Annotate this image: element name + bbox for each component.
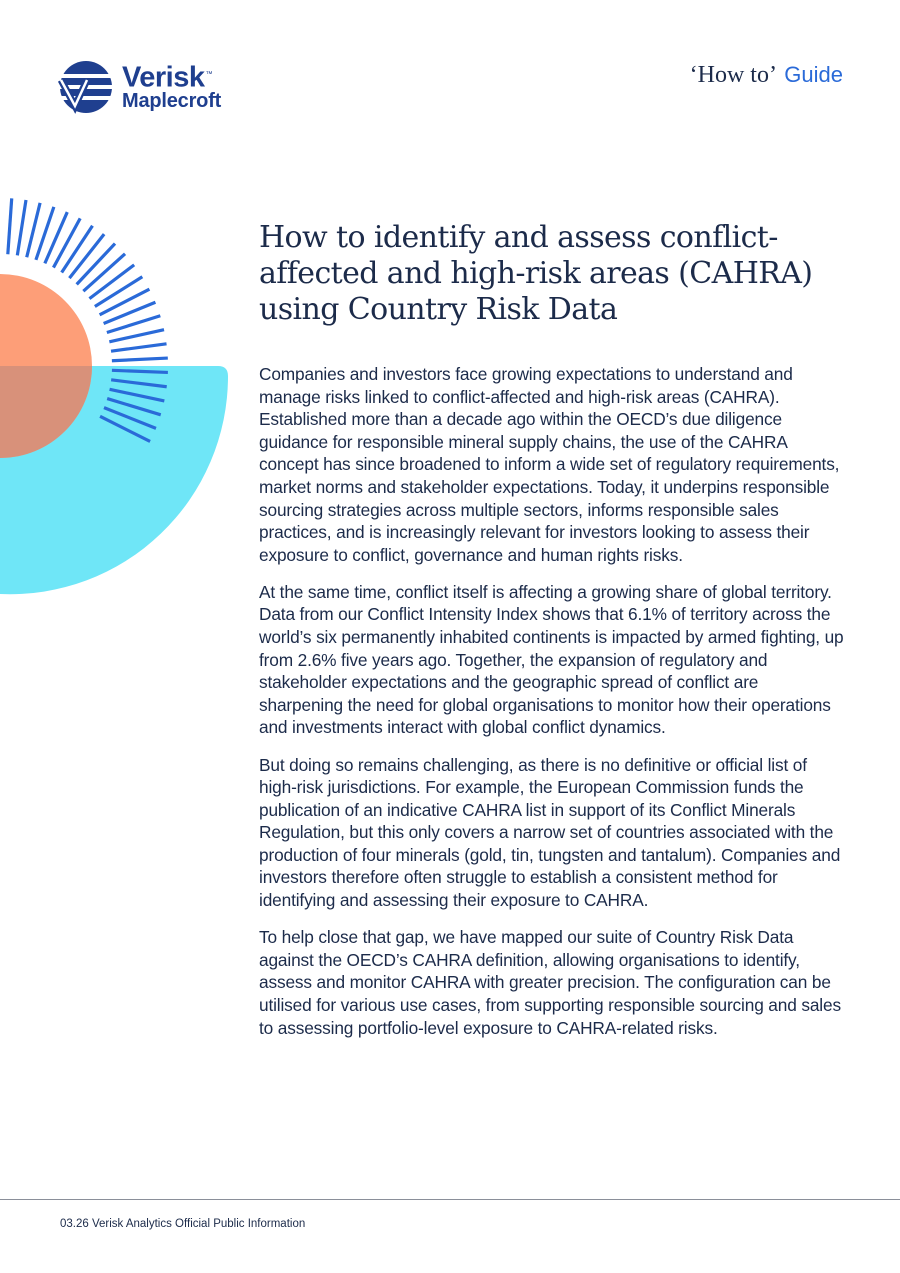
decorative-sun-graphic	[0, 190, 240, 610]
footer-divider	[0, 1199, 900, 1200]
sun-ray	[53, 218, 80, 267]
paragraph-4: To help close that gap, we have mapped our suite of Country Risk Data against the OECD’s CAHRA definition, allowing organisations to identify, assess and monitor CAHRA with greater precision. The configuration can be utilised for various use cases, from supporting responsible sourcing and sales to assessing portfolio-level exposure to CAHRA-related risks.	[259, 927, 841, 1038]
verisk-mark-icon	[58, 59, 116, 115]
paragraph-3: But doing so remains challenging, as there is no definitive or official list of high-risk jurisdictions. For example, the European Commission funds the publication of an indicative CAHRA list in support of its Conflict Minerals Regulation, but this only covers a narrow set of countries associated with the production of four minerals (gold, tin, tungsten and tantalum). Companies and investors therefore often struggle to establish a consistent method for identifying and assessing their exposure to CAHRA.	[259, 754, 841, 911]
body-text	[259, 363, 845, 1054]
footer-text: 03.26 Verisk Analytics Official Public Information	[60, 1218, 306, 1230]
verisk-maplecroft-logo	[58, 59, 258, 117]
guide-tag-how-to: ‘How to’	[689, 62, 777, 88]
guide-type-tag	[690, 62, 843, 89]
logo-wordmark-maplecroft: Maplecroft	[122, 90, 222, 112]
sun-ray	[62, 226, 93, 273]
sun-ray	[17, 200, 26, 255]
sun-ray	[8, 198, 12, 254]
sun-ray	[112, 358, 168, 361]
sun-ray	[112, 370, 168, 372]
sun-ray	[100, 289, 150, 315]
sun-ray	[111, 344, 167, 351]
sun-ray	[95, 277, 142, 307]
sun-ray	[109, 330, 164, 342]
logo-wordmark-verisk: Verisk™	[122, 61, 212, 94]
page-title: How to identify and assess conflict-affected and high-risk areas (CAHRA) using Country Risk Data	[259, 220, 813, 327]
paragraph-1: Companies and investors face growing expectations to understand and manage risks linked to conflict-affected and high-risk areas (CAHRA). Established more than a decade ago within the OECD’s due diligence guidance for responsible mineral supply chains, the use of the CAHRA concept has since broadened to inform a wide set of regulatory requirements, market norms and stakeholder expectations. Today, it underpins responsible sourcing strategies across multiple sectors, informs responsible sales practices, and is increasingly relevant for investors looking to assess their exposure to conflict, governance and human rights risks.	[259, 364, 840, 565]
guide-tag-guide: Guide	[784, 62, 843, 87]
paragraph-2: At the same time, conflict itself is affecting a growing share of global territory. Data from our Conflict Intensity Index shows that 6.1% of territory across the world’s six permanently inhabited continents is impacted by armed fighting, up from 2.6% five years ago. Together, the expansion of regulatory and stakeholder expectations and the geographic spread of conflict are sharpening the need for global organisations to monitor how their operations and investments interact with global conflict dynamics.	[259, 581, 844, 738]
